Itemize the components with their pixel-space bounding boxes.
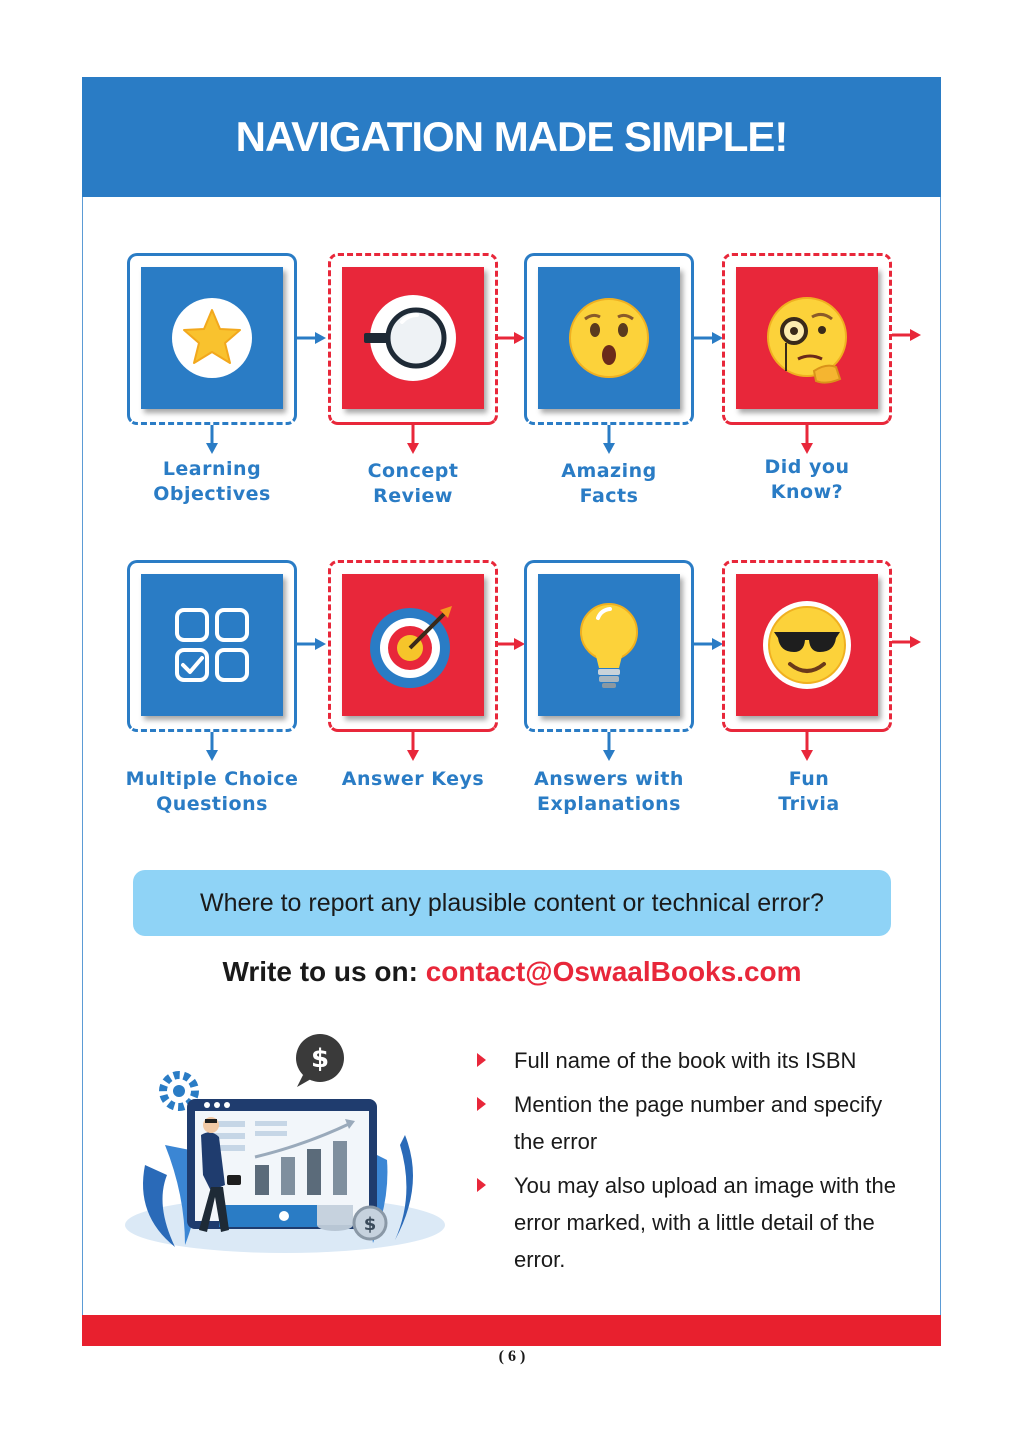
- arrow-down-icon: [800, 425, 814, 455]
- arrow-down-icon: [602, 732, 616, 762]
- page-title: NAVIGATION MADE SIMPLE!: [235, 113, 788, 160]
- arrow-down-icon: [800, 732, 814, 762]
- arrow-right-icon: [694, 637, 724, 651]
- label-answer-keys: Answer Keys: [341, 768, 485, 790]
- checkbox-grid-icon: [141, 574, 283, 716]
- sunglasses-face-icon: [736, 574, 878, 716]
- arrow-down-icon: [406, 732, 420, 762]
- list-item: Full name of the book with its ISBN: [477, 1042, 917, 1079]
- thinking-monocle-face-icon: [736, 267, 878, 409]
- page-number: ( 6 ): [498, 1348, 526, 1365]
- contact-email-link[interactable]: contact@OswaalBooks.com: [425, 956, 802, 987]
- card-answers-with-explanations: [524, 560, 694, 732]
- label-fun-trivia: Fun Trivia: [778, 768, 840, 815]
- arrow-down-icon: [406, 425, 420, 455]
- label-multiple-choice-questions: Multiple Choice Questions: [125, 768, 299, 815]
- report-question-bar: [133, 870, 891, 936]
- list-item: You may also upload an image with the error marked, with a little detail of the error.: [477, 1167, 917, 1278]
- card-answer-keys: [328, 560, 498, 732]
- arrow-right-icon: [297, 331, 327, 345]
- card-fun-trivia: [722, 560, 892, 732]
- arrow-right-icon: [892, 328, 922, 342]
- contact-line: [0, 956, 1024, 988]
- arrow-down-icon: [205, 425, 219, 455]
- label-concept-review: Concept Review: [367, 460, 459, 507]
- write-to-us-label: Write to us on:: [222, 956, 418, 987]
- target-dart-icon: [342, 574, 484, 716]
- star-icon: [141, 267, 283, 409]
- card-learning-objectives: [127, 253, 297, 425]
- report-question-text: Where to report any plausible content or technical error?: [200, 888, 824, 917]
- svg-text:$: $: [363, 1214, 377, 1235]
- svg-text:$: $: [310, 1044, 330, 1074]
- report-instructions-list: [477, 1042, 917, 1285]
- label-amazing-facts: Amazing Facts: [561, 460, 657, 507]
- arrow-right-icon: [496, 331, 526, 345]
- arrow-down-icon: [602, 425, 616, 455]
- surprised-face-icon: [538, 267, 680, 409]
- list-item: Mention the page number and specify the error: [477, 1086, 917, 1160]
- card-amazing-facts: [524, 253, 694, 425]
- arrow-right-icon: [694, 331, 724, 345]
- label-answers-with-explanations: Answers with Explanations: [534, 768, 684, 815]
- light-bulb-icon: [538, 574, 680, 716]
- label-did-you-know: Did you Know?: [764, 456, 850, 503]
- magnifier-icon: [342, 267, 484, 409]
- card-concept-review: [328, 253, 498, 425]
- analytics-illustration: [115, 1025, 445, 1260]
- arrow-right-icon: [892, 635, 922, 649]
- arrow-right-icon: [297, 637, 327, 651]
- card-multiple-choice-questions: [127, 560, 297, 732]
- label-learning-objectives: Learning Objectives: [153, 458, 271, 505]
- card-did-you-know: [722, 253, 892, 425]
- arrow-right-icon: [496, 637, 526, 651]
- footer-bar: [82, 1315, 941, 1346]
- arrow-down-icon: [205, 732, 219, 762]
